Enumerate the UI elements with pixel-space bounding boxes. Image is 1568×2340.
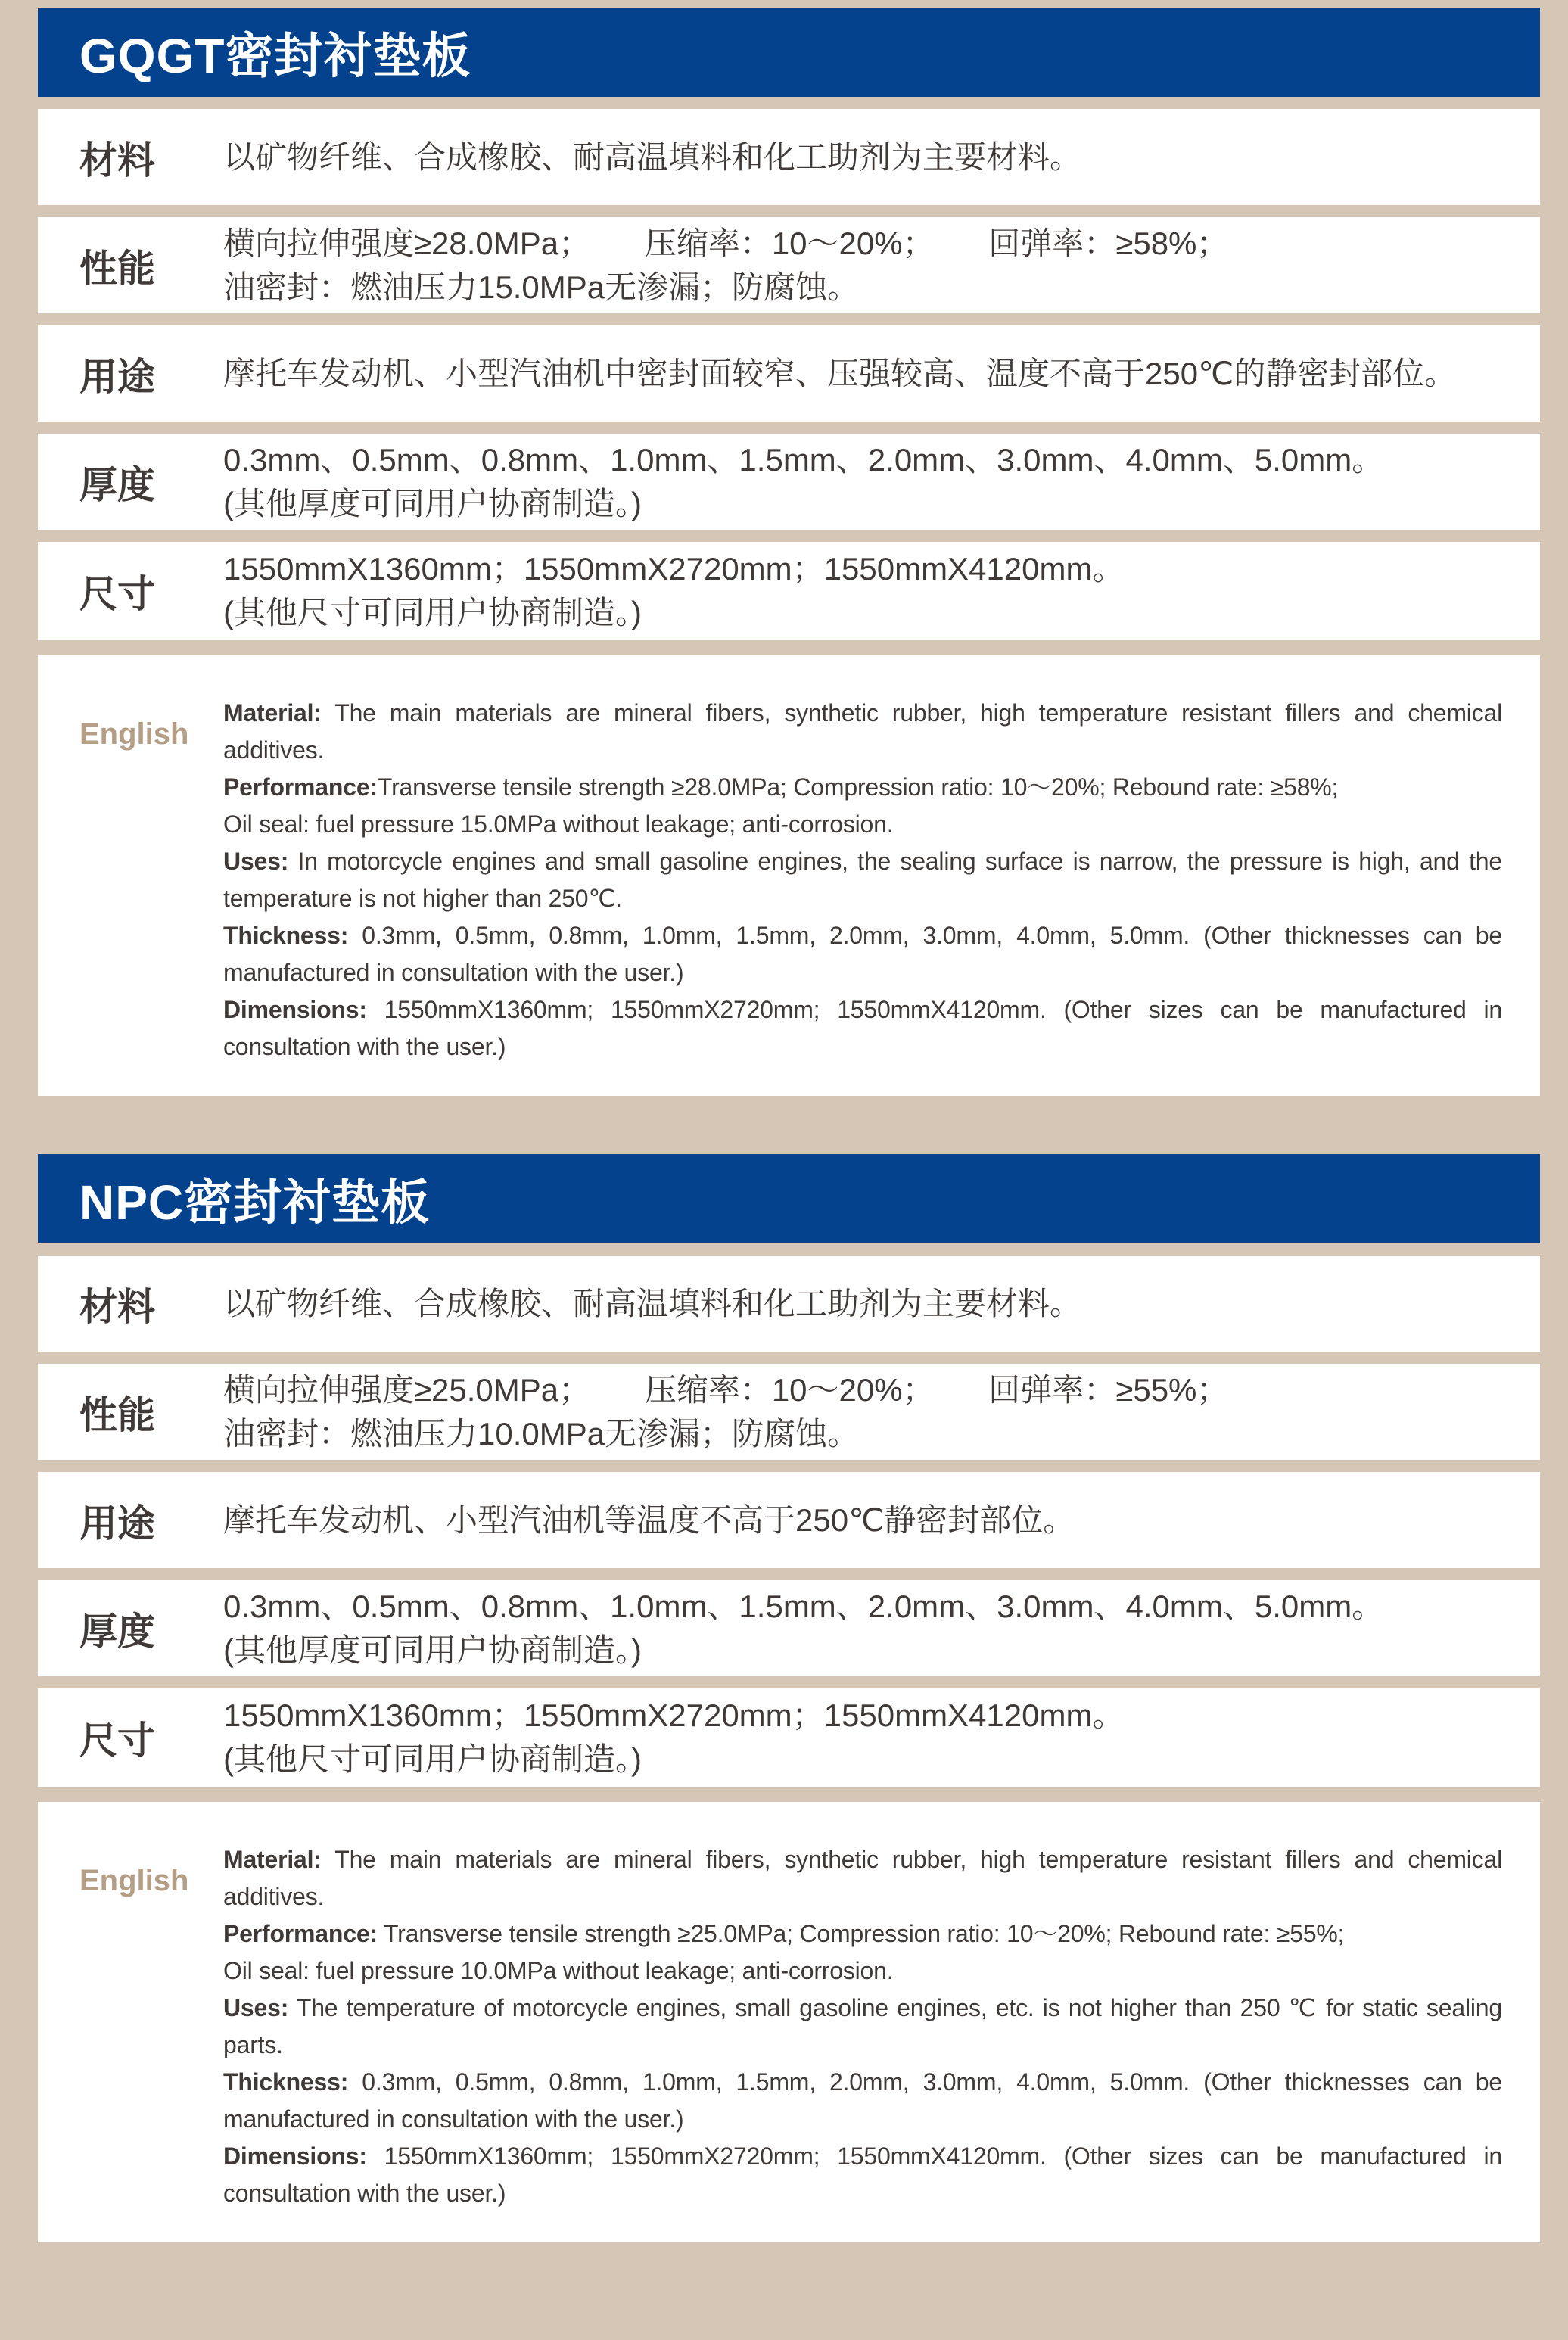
paragraph-lead: Uses: bbox=[223, 1994, 289, 2021]
paragraph-text: Transverse tensile strength ≥28.0MPa; Compression ratio: 10～20%; Rebound rate: ≥58%; bbox=[377, 773, 1339, 801]
row-label-thickness: 厚度 bbox=[79, 1610, 155, 1653]
thickness-note: (其他厚度可同用户协商制造。) bbox=[223, 485, 642, 521]
paragraph-text: 0.3mm, 0.5mm, 0.8mm, 1.0mm, 1.5mm, 2.0mm, 3.0mm, 4.0mm, 5.0mm. (Other thicknesses can be manufactured in consultation with the user.) bbox=[223, 922, 1502, 986]
row-value-dimensions bbox=[223, 1688, 1540, 1787]
english-paragraph-material bbox=[223, 1841, 1502, 1915]
section-header bbox=[38, 1154, 1540, 1243]
english-paragraph-performance bbox=[223, 769, 1502, 806]
row-value-material bbox=[223, 109, 1540, 205]
section-title: NPC密封衬垫板 bbox=[79, 1175, 431, 1230]
english-paragraph-uses bbox=[223, 1990, 1502, 2064]
spec-row-performance bbox=[38, 217, 1540, 313]
english-panel bbox=[38, 655, 1540, 1096]
row-label-dimensions: 尺寸 bbox=[79, 573, 155, 615]
dimensions-note: (其他尺寸可同用户协商制造。) bbox=[223, 595, 642, 630]
material-text: 以矿物纤维、合成橡胶、耐高温填料和化工助剂为主要材料。 bbox=[223, 1285, 1082, 1321]
row-value-material bbox=[223, 1256, 1540, 1352]
dimensions-values: 1550mmX1360mm；1550mmX2720mm；1550mmX4120mm。 bbox=[223, 1697, 1125, 1733]
english-paragraph-oilseal bbox=[223, 806, 1502, 843]
uses-text: 摩托车发动机、小型汽油机等温度不高于250℃静密封部位。 bbox=[223, 1501, 1075, 1538]
section-header bbox=[38, 8, 1540, 97]
english-paragraph-thickness bbox=[223, 2064, 1502, 2138]
thickness-values: 0.3mm、0.5mm、0.8mm、1.0mm、1.5mm、2.0mm、3.0mm、4.0mm、5.0mm。 bbox=[223, 1588, 1384, 1624]
english-paragraph-dimensions bbox=[223, 991, 1502, 1066]
spec-row-dimensions bbox=[38, 1688, 1540, 1787]
paragraph-text: In motorcycle engines and small gasoline engines, the sealing surface is narrow, the pressure is high, and the temperature is not higher than 250℃. bbox=[223, 848, 1502, 912]
paragraph-text: 0.3mm, 0.5mm, 0.8mm, 1.0mm, 1.5mm, 2.0mm, 3.0mm, 4.0mm, 5.0mm. (Other thicknesses can be manufactured in consultation with the user.) bbox=[223, 2068, 1502, 2133]
english-label: English bbox=[79, 1864, 189, 1897]
english-paragraph-uses bbox=[223, 843, 1502, 917]
english-panel bbox=[38, 1802, 1540, 2242]
spec-row-material bbox=[38, 1256, 1540, 1352]
row-label-material: 材料 bbox=[79, 1285, 155, 1328]
rebound-rate: 回弹率：≥55%； bbox=[988, 1371, 1229, 1408]
row-label-material: 材料 bbox=[79, 138, 155, 182]
english-paragraph-thickness bbox=[223, 917, 1502, 991]
row-value-performance bbox=[223, 217, 1540, 313]
product-section-npc bbox=[38, 1154, 1540, 2242]
paragraph-text: The main materials are mineral fibers, synthetic rubber, high temperature resistant fillers and chemical additives. bbox=[223, 1846, 1502, 1910]
paragraph-text: 1550mmX1360mm; 1550mmX2720mm; 1550mmX4120mm. (Other sizes can be manufactured in consultation with the user.) bbox=[223, 2142, 1502, 2207]
row-value-thickness bbox=[223, 434, 1540, 530]
paragraph-text: 1550mmX1360mm; 1550mmX2720mm; 1550mmX4120mm. (Other sizes can be manufactured in consultation with the user.) bbox=[223, 996, 1502, 1060]
page-content bbox=[38, 0, 1540, 2242]
row-label-dimensions: 尺寸 bbox=[79, 1719, 155, 1762]
paragraph-text: The temperature of motorcycle engines, small gasoline engines, etc. is not higher than 250 ℃ for static sealing parts. bbox=[223, 1994, 1502, 2058]
rebound-rate: 回弹率：≥58%； bbox=[988, 225, 1229, 261]
paragraph-text: Oil seal: fuel pressure 10.0MPa without leakage; anti-corrosion. bbox=[223, 1957, 894, 1984]
paragraph-text: Transverse tensile strength ≥25.0MPa; Compression ratio: 10～20%; Rebound rate: ≥55%; bbox=[377, 1920, 1345, 1947]
paragraph-lead: Thickness: bbox=[223, 922, 349, 949]
spec-row-thickness bbox=[38, 434, 1540, 530]
tensile-strength: 横向拉伸强度≥25.0MPa； bbox=[223, 1371, 591, 1408]
performance-line2: 油密封：燃油压力15.0MPa无渗漏；防腐蚀。 bbox=[223, 269, 860, 305]
english-paragraph-performance bbox=[223, 1915, 1502, 1953]
material-text: 以矿物纤维、合成橡胶、耐高温填料和化工助剂为主要材料。 bbox=[223, 138, 1082, 175]
dimensions-values: 1550mmX1360mm；1550mmX2720mm；1550mmX4120mm。 bbox=[223, 551, 1125, 587]
paragraph-lead: Material: bbox=[223, 699, 322, 727]
spec-row-thickness bbox=[38, 1580, 1540, 1676]
row-label-thickness: 厚度 bbox=[79, 463, 155, 506]
dimensions-note: (其他尺寸可同用户协商制造。) bbox=[223, 1741, 642, 1777]
tensile-strength: 横向拉伸强度≥28.0MPa； bbox=[223, 225, 591, 261]
spec-row-uses bbox=[38, 1472, 1540, 1568]
spec-row-uses bbox=[38, 325, 1540, 422]
row-value-performance bbox=[223, 1364, 1540, 1460]
row-label-performance: 性能 bbox=[79, 247, 155, 290]
row-label-performance: 性能 bbox=[79, 1393, 155, 1436]
english-label: English bbox=[79, 717, 189, 751]
paragraph-lead: Thickness: bbox=[223, 2068, 349, 2096]
compression-ratio: 压缩率：10～20%； bbox=[644, 225, 935, 261]
row-value-thickness bbox=[223, 1580, 1540, 1676]
spec-row-material bbox=[38, 109, 1540, 205]
row-label-uses: 用途 bbox=[79, 355, 155, 398]
section-title: GQGT密封衬垫板 bbox=[79, 29, 471, 83]
paragraph-lead: Uses: bbox=[223, 848, 289, 875]
paragraph-lead: Performance: bbox=[223, 773, 378, 801]
row-value-dimensions bbox=[223, 542, 1540, 640]
english-paragraph-oilseal bbox=[223, 1953, 1502, 1990]
english-paragraph-dimensions bbox=[223, 2138, 1502, 2212]
paragraph-lead: Material: bbox=[223, 1846, 322, 1873]
compression-ratio: 压缩率：10～20%； bbox=[644, 1371, 935, 1408]
paragraph-text: The main materials are mineral fibers, synthetic rubber, high temperature resistant fillers and chemical additives. bbox=[223, 699, 1502, 764]
performance-line1 bbox=[223, 222, 1506, 266]
english-text bbox=[223, 695, 1540, 1066]
spec-row-dimensions bbox=[38, 542, 1540, 640]
paragraph-lead: Dimensions: bbox=[223, 2142, 367, 2170]
paragraph-text: Oil seal: fuel pressure 15.0MPa without leakage; anti-corrosion. bbox=[223, 811, 894, 838]
row-value-uses bbox=[223, 1472, 1540, 1568]
spec-row-performance bbox=[38, 1364, 1540, 1460]
paragraph-lead: Dimensions: bbox=[223, 996, 367, 1023]
paragraph-lead: Performance: bbox=[223, 1920, 378, 1947]
row-label-uses: 用途 bbox=[79, 1501, 155, 1545]
uses-text: 摩托车发动机、小型汽油机中密封面较窄、压强较高、温度不高于250℃的静密封部位。 bbox=[223, 355, 1457, 391]
performance-line1 bbox=[223, 1368, 1506, 1412]
row-value-uses bbox=[223, 325, 1540, 422]
english-text bbox=[223, 1841, 1540, 2212]
thickness-note: (其他厚度可同用户协商制造。) bbox=[223, 1632, 642, 1668]
product-section-gqgt bbox=[38, 8, 1540, 1096]
english-paragraph-material bbox=[223, 695, 1502, 769]
performance-line2: 油密封：燃油压力10.0MPa无渗漏；防腐蚀。 bbox=[223, 1415, 860, 1452]
thickness-values: 0.3mm、0.5mm、0.8mm、1.0mm、1.5mm、2.0mm、3.0mm、4.0mm、5.0mm。 bbox=[223, 441, 1384, 478]
